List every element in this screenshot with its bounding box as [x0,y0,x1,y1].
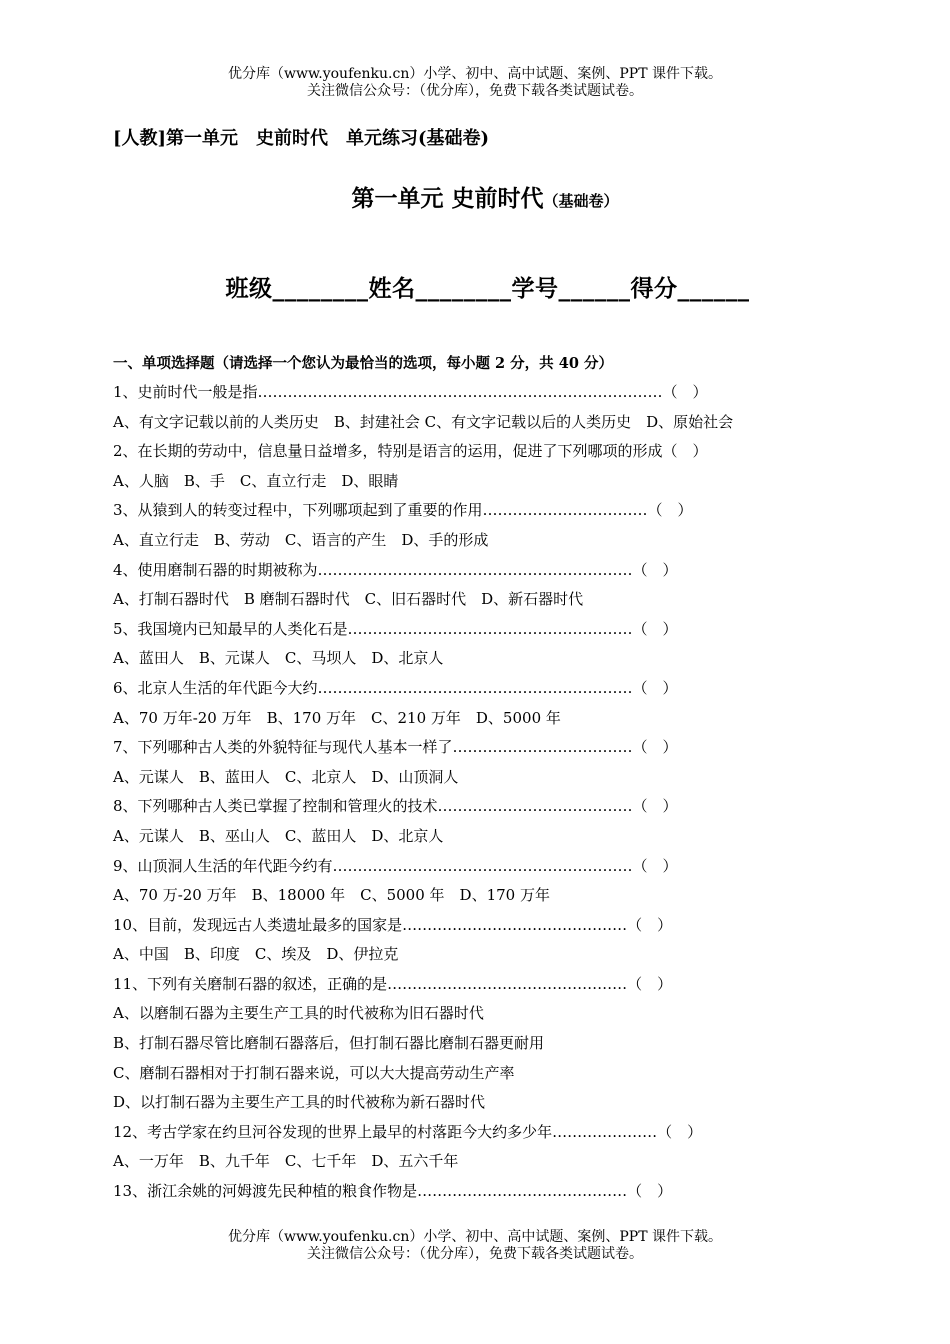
student-info-line: 班级________姓名________学号______得分______ [225,275,750,302]
footer-line-2: 关注微信公众号：（优分库），免费下载各类试题试卷。 [307,1246,643,1262]
page-footer [0,1229,950,1263]
title-suffix: （基础卷） [543,192,619,210]
option-line: A、打制石器时代 B 磨制石器时代 C、旧石器时代 D、新石器时代 [113,590,584,609]
header-line-1: 优分库（www.youfenku.cn）小学、初中、高中试题、案例、PPT 课件下载。 [227,66,722,82]
question-line: 7、下列哪种古人类的外貌特征与现代人基本一样了………………………………（ ） [113,738,678,757]
option-line: A、元谋人 B、蓝田人 C、北京人 D、山顶洞人 [113,767,459,786]
option-line: B、打制石器尽管比磨制石器落后，但打制石器比磨制石器更耐用 [113,1034,545,1053]
question-line: 2、在长期的劳动中，信息量日益增多，特别是语言的运用，促进了下列哪项的形成（ ） [113,442,708,461]
question-line: 4、使用磨制石器的时期被称为………………………………………………………（ ） [113,560,678,579]
question-line: 3、从猿到人的转变过程中，下列哪项起到了重要的作用……………………………（ ） [113,501,693,520]
question-line: 11、下列有关磨制石器的叙述，正确的是…………………………………………（ ） [113,974,673,993]
option-line: C、磨制石器相对于打制石器来说，可以大大提高劳动生产率 [113,1063,515,1082]
option-line: A、一万年 B、九千年 C、七千年 D、五六千年 [113,1152,459,1171]
question-line: 9、山顶洞人生活的年代距今约有……………………………………………………（ ） [113,856,678,875]
section-1-heading: 一、单项选择题（请选择一个您认为最恰当的选项，每小题 2 分，共 40 分） [113,355,613,372]
question-line: 10、目前，发现远古人类遗址最多的国家是………………………………………（ ） [113,915,673,934]
option-line: A、以磨制石器为主要生产工具的时代被称为旧石器时代 [113,1004,484,1023]
question-line: 13、浙江余姚的河姆渡先民种植的粮食作物是……………………………………（ ） [113,1182,673,1201]
option-line: A、中国 B、印度 C、埃及 D、伊拉克 [113,945,399,964]
option-line: A、直立行走 B、劳动 C、语言的产生 D、手的形成 [113,530,489,549]
title-main: 第一单元 史前时代 [351,185,544,212]
option-line: A、元谋人 B、巫山人 C、蓝田人 D、北京人 [113,826,444,845]
option-line: A、70 万年-20 万年 B、170 万年 C、210 万年 D、5000 年 [113,708,561,727]
question-line: 5、我国境内已知最早的人类化石是…………………………………………………（ ） [113,619,678,638]
exercise-subtitle: [人教]第一单元 史前时代 单元练习(基础卷) [113,128,490,149]
option-line: D、以打制石器为主要生产工具的时代被称为新石器时代 [113,1093,486,1112]
page-header [0,66,950,100]
footer-line-1: 优分库（www.youfenku.cn）小学、初中、高中试题、案例、PPT 课件下载。 [227,1229,722,1245]
question-line: 6、北京人生活的年代距今大约………………………………………………………（ ） [113,678,678,697]
option-line: A、蓝田人 B、元谋人 C、马坝人 D、北京人 [113,649,444,668]
question-line: 1、史前时代一般是指………………………………………………………………………（ ） [113,383,708,401]
question-list [113,378,833,1207]
page-title [0,180,950,213]
option-line: A、70 万-20 万年 B、18000 年 C、5000 年 D、170 万年 [113,886,550,905]
option-line: A、人脑 B、手 C、直立行走 D、眼睛 [113,471,399,490]
header-line-2: 关注微信公众号：（优分库），免费下载各类试题试卷。 [307,83,643,99]
question-line: 12、考古学家在约旦河谷发现的世界上最早的村落距今大约多少年…………………（ ） [113,1122,703,1141]
question-line: 8、下列哪种古人类已掌握了控制和管理火的技术…………………………………（ ） [113,797,678,816]
option-line: A、有文字记载以前的人类历史 B、封建社会 C、有文字记载以后的人类历史 D、原始社会 [113,412,734,431]
